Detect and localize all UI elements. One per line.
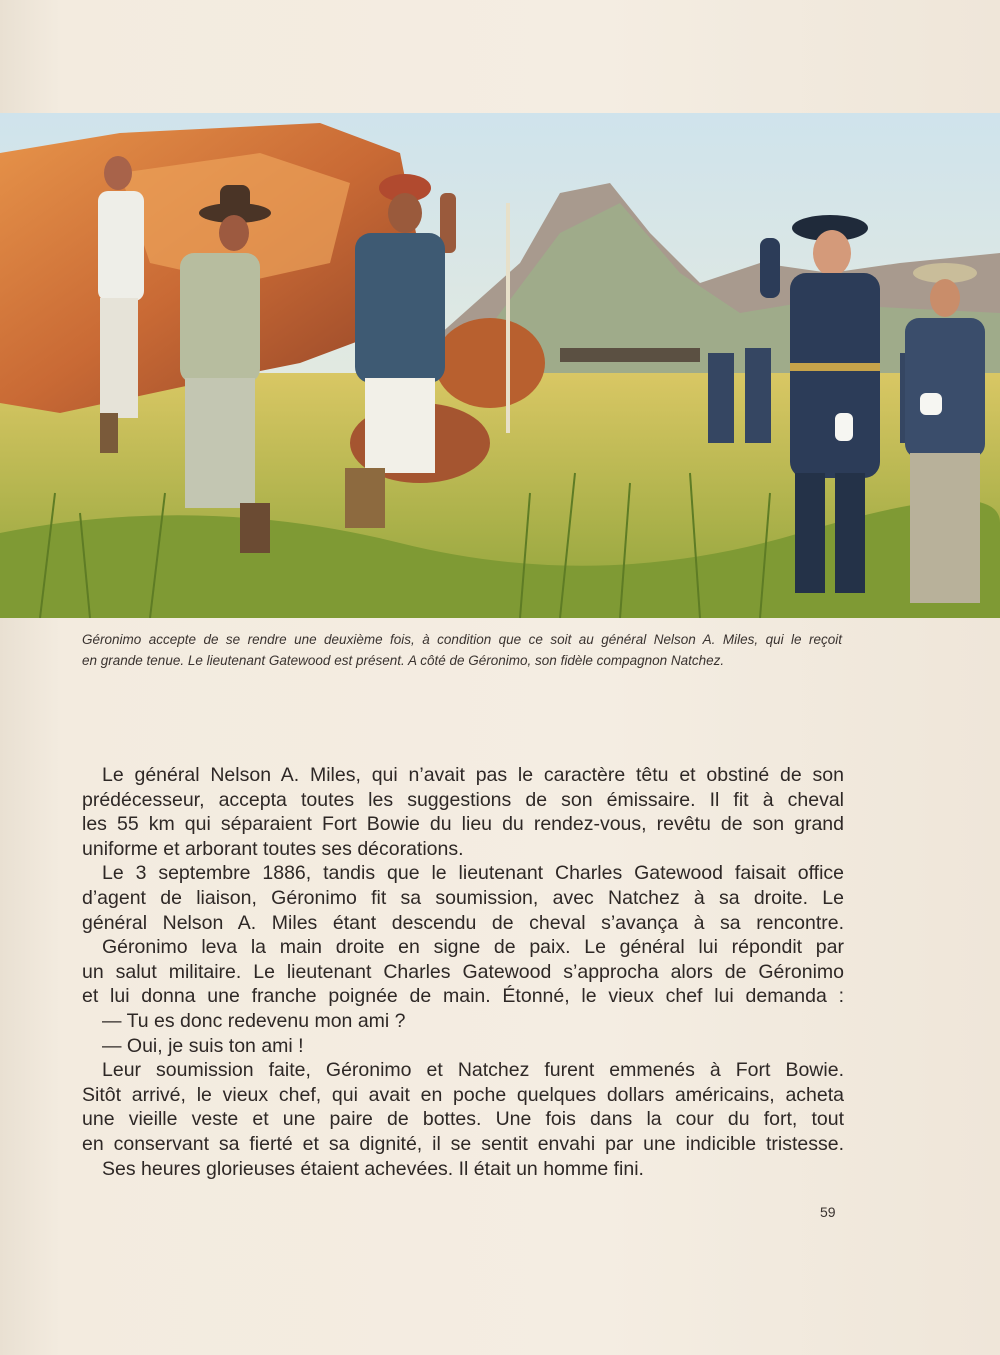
caption-line: Géronimo accepte de se rendre une deuxième fois, à condition que ce soit au général Nelson A. Miles, qui le reçoit xyxy=(82,632,842,647)
body-line: Le 3 septembre 1886, tandis que le lieutenant Charles Gatewood faisait office xyxy=(102,862,844,885)
body-line: d’agent de liaison, Géronimo fit sa soumission, avec Natchez à sa droite. Le xyxy=(82,886,844,909)
caption-line: en grande tenue. Le lieutenant Gatewood est présent. A côté de Géronimo, son fidèle compagnon Natchez. xyxy=(82,653,725,668)
body-line: Ses heures glorieuses étaient achevées. Il était un homme fini. xyxy=(102,1157,644,1180)
painting-icon xyxy=(0,113,1000,618)
body-text xyxy=(82,763,844,1181)
body-line: Géronimo leva la main droite en signe de paix. Le général lui répondit par xyxy=(102,936,844,959)
page-number: 59 xyxy=(820,1204,836,1220)
body-line: un salut militaire. Le lieutenant Charles Gatewood s’approcha alors de Géronimo xyxy=(82,960,844,983)
body-line: — Tu es donc redevenu mon ami ? xyxy=(102,1009,406,1032)
body-line: prédécesseur, accepta toutes les suggestions de son émissaire. Il fit à cheval xyxy=(82,788,844,811)
body-line: et lui donna une franche poignée de main. Étonné, le vieux chef lui demanda : xyxy=(82,985,844,1008)
body-line: Leur soumission faite, Géronimo et Natchez furent emmenés à Fort Bowie. xyxy=(102,1059,844,1082)
body-line: une vieille veste et une paire de bottes. Une fois dans la cour du fort, tout xyxy=(82,1108,844,1131)
illustration xyxy=(0,113,1000,618)
body-line: — Oui, je suis ton ami ! xyxy=(102,1034,304,1057)
body-line: uniforme et arborant toutes ses décorations. xyxy=(82,837,464,860)
body-line: les 55 km qui séparaient Fort Bowie du lieu du rendez-vous, revêtu de son grand xyxy=(82,813,844,836)
illustration-caption xyxy=(82,629,842,671)
body-line: Sitôt arrivé, le vieux chef, qui avait en poche quelques dollars américains, acheta xyxy=(82,1083,844,1106)
body-line: en conservant sa fierté et sa dignité, il se sentit envahi par une indicible tristesse. xyxy=(82,1132,844,1155)
body-line: Le général Nelson A. Miles, qui n’avait pas le caractère têtu et obstiné de son xyxy=(102,764,844,786)
body-line: général Nelson A. Miles étant descendu de cheval s’avança à sa rencontre. xyxy=(82,911,844,934)
